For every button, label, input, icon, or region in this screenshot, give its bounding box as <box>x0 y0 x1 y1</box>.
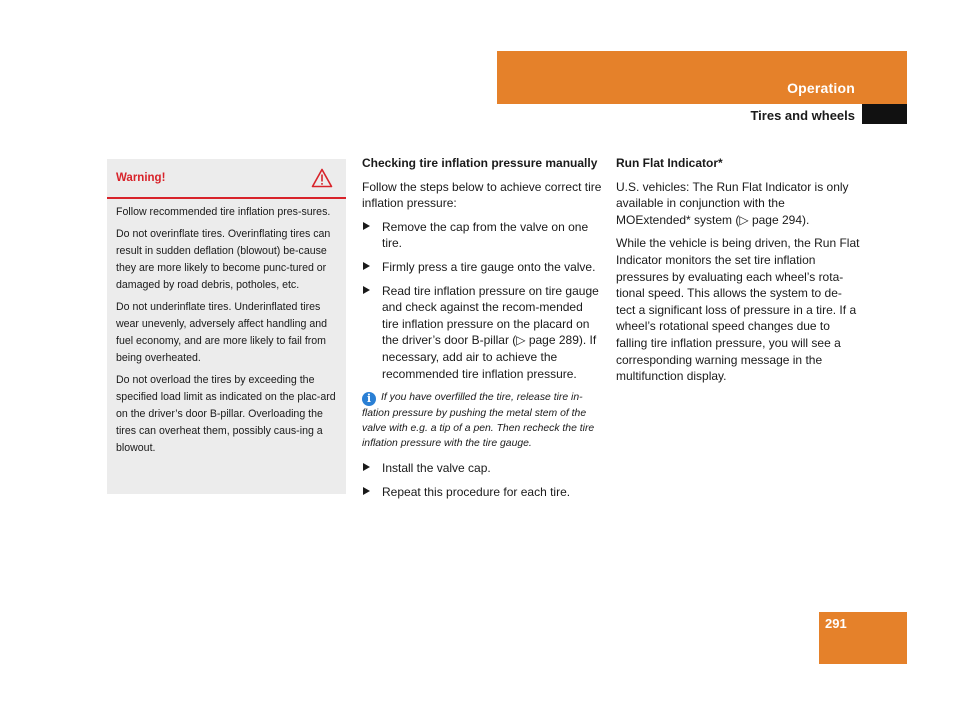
step-item <box>362 259 602 276</box>
run-flat-heading: Run Flat Indicator* <box>616 156 723 170</box>
warning-paragraph: Follow recommended tire inflation pres-sures. <box>116 206 331 218</box>
warning-box <box>107 159 346 494</box>
step-item <box>362 283 602 383</box>
run-flat-column <box>616 155 861 392</box>
warning-paragraph: Do not overinflate tires. Overinflating tires can result in sudden deflation (blowout) be-cause they are more likely to become punc-tured or damaged by road debris, potholes, etc. <box>116 228 331 291</box>
bullet-arrow-icon <box>363 222 370 230</box>
info-note-text: If you have overfilled the tire, release tire in-flation pressure by pushing the metal stem of the valve with e.g. a tip of a pen. Then recheck the tire inflation pressure with the tire gauge. <box>362 392 595 450</box>
bullet-arrow-icon <box>363 262 370 270</box>
warning-body <box>107 199 346 457</box>
step-item <box>362 460 602 477</box>
subsection-title: Tires and wheels <box>750 108 855 123</box>
manual-check-heading: Checking tire inflation pressure manually <box>362 156 598 170</box>
run-flat-paragraph: U.S. vehicles: The Run Flat Indicator is only available in conjunction with the MOExtended* system (▷ page 294). <box>616 179 849 227</box>
page-number-box <box>819 612 907 664</box>
bullet-arrow-icon <box>363 487 370 495</box>
run-flat-paragraph: While the vehicle is being driven, the Run Flat Indicator monitors the set tire inflation pressures by evaluating each wheel’s rota-tional speed. This allows the system to de-tect a significant loss of pressure in a tire. If a wheel’s rotational speed changes due to falling tire inflation pressure, you will see a corresponding warning message in the multifunction display. <box>616 236 860 384</box>
manual-check-intro: Follow the steps below to achieve correct tire inflation pressure: <box>362 179 602 211</box>
step-item <box>362 219 602 252</box>
warning-header <box>107 159 346 199</box>
step-text: Read tire inflation pressure on tire gauge and check against the recom-mended tire inflation pressure on the placard on the driver’s door B-pillar (▷ page 289). If necessary, add air to achieve the recommended tire inflation pressure. <box>382 283 599 381</box>
manual-check-column <box>362 155 602 507</box>
step-text: Install the valve cap. <box>382 461 491 476</box>
info-note <box>362 390 602 451</box>
info-icon: i <box>362 392 376 406</box>
section-header-bar <box>497 51 907 104</box>
step-text: Remove the cap from the valve on one tire. <box>382 219 589 251</box>
warning-paragraph: Do not underinflate tires. Underinflated tires wear unevenly, adversely affect handling and fuel economy, and are more likely to fail from being overheated. <box>116 301 328 364</box>
warning-triangle-icon <box>311 168 333 193</box>
warning-title: Warning! <box>116 172 166 184</box>
warning-paragraph: Do not overload the tires by exceeding the specified load limit as indicated on the plac-ard on the driver’s door B-pillar. Overloading the tires can overheat them, possibly caus-ing a blowout. <box>116 374 336 454</box>
step-text: Repeat this procedure for each tire. <box>382 484 571 499</box>
bullet-arrow-icon <box>363 463 370 471</box>
section-tab-marker <box>862 104 907 124</box>
section-title: Operation <box>787 80 855 96</box>
page-number: 291 <box>825 616 847 631</box>
step-item <box>362 484 602 501</box>
step-text: Firmly press a tire gauge onto the valve. <box>382 259 596 274</box>
bullet-arrow-icon <box>363 286 370 294</box>
